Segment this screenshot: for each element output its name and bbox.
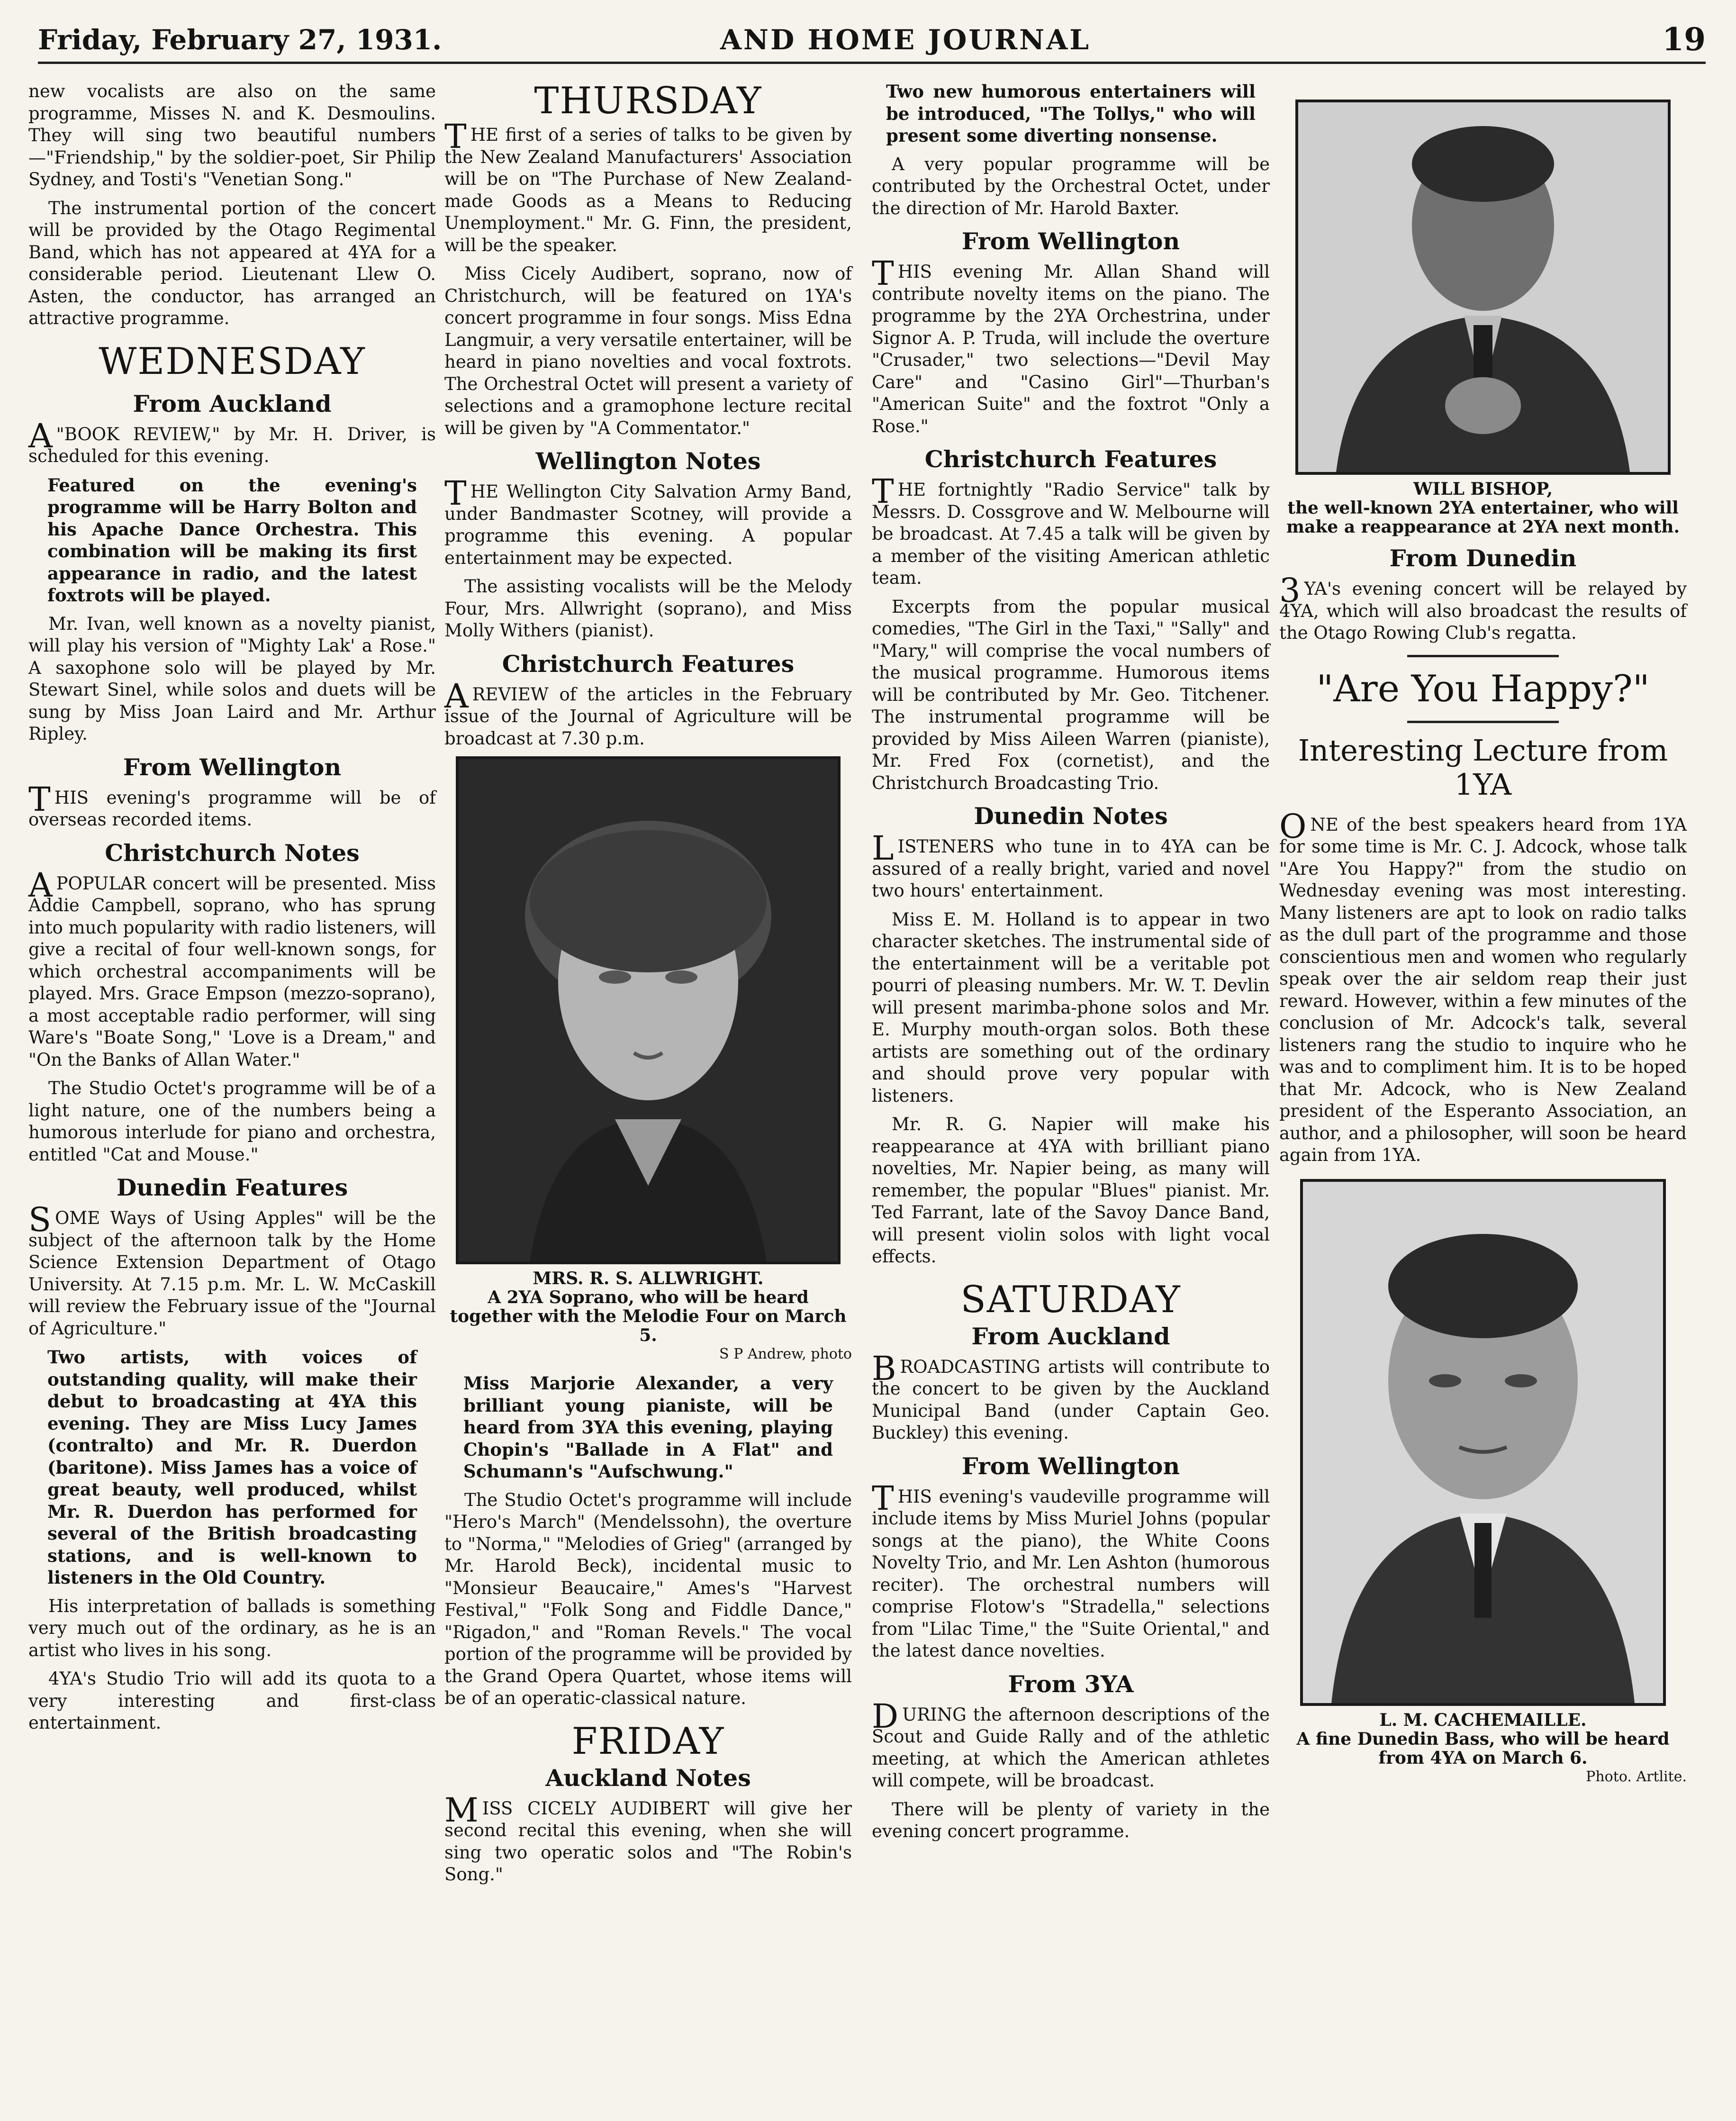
drop-cap: A xyxy=(28,865,53,905)
drop-cap: L xyxy=(872,829,894,868)
paragraph-text: HIS evening's programme will be of overseas recorded items. xyxy=(28,787,436,830)
drop-cap: O xyxy=(1279,807,1307,846)
day-heading-saturday: SATURDAY xyxy=(960,1278,1181,1321)
paragraph-text: ISS CICELY AUDIBERT will give her second recital this evening, when she will sing two operatic solos and "The Robin's Song." xyxy=(444,1798,852,1885)
subheading: From Auckland xyxy=(971,1322,1170,1350)
paragraph-text: URING the afternoon descriptions of the Scout and Guide Rally and of the athletic meeting, at which the American athletes will compete, will be broadcast. xyxy=(872,1704,1270,1791)
drop-cap: M xyxy=(444,1790,479,1830)
subheading: From Wellington xyxy=(961,227,1180,255)
man-portrait-icon xyxy=(1298,102,1668,472)
paragraph: Excerpts from the popular musical comedies, "The Girl in the Taxi," "Sally" and "Mary," will comprise the vocal numbers of the musical programme. Humorous items will be contributed by Mr. Geo. Titchener. The instrumental programme will be provided by Miss Aileen Warren (pianiste), Mr. Fred Fox (cornetist), and the Christchurch Broadcasting Trio. xyxy=(872,596,1270,793)
journal-title: AND HOME JOURNAL xyxy=(720,24,1091,56)
paragraph xyxy=(444,474,852,569)
paragraph xyxy=(872,1478,1270,1662)
portrait-photo xyxy=(1295,100,1671,475)
paragraph xyxy=(872,472,1270,589)
subheading: From Dunedin xyxy=(1389,544,1577,572)
drop-cap: T xyxy=(444,117,467,156)
paragraph xyxy=(872,829,1270,902)
column-2 xyxy=(444,81,852,1893)
paragraph: 4YA's Studio Trio will add its quota to a very interesting and first-class entertainment. xyxy=(28,1668,436,1733)
caption-name: WILL BISHOP, xyxy=(1413,479,1553,499)
bold-paragraph: Miss Marjorie Alexander, a very brilliant young pianiste, will be heard from 3YA this evening, playing Chopin's "Ballade in A Flat" and Schumann's "Aufschwung." xyxy=(463,1373,833,1482)
subheading: Wellington Notes xyxy=(535,447,761,475)
paragraph-text: HE fortnightly "Radio Service" talk by Messrs. D. Cossgrove and W. Melbourne will be broadcast. At 7.45 a talk will be given by a member of the visiting American athletic team. xyxy=(872,480,1270,588)
paragraph: There will be plenty of variety in the evening concert programme. xyxy=(872,1799,1270,1841)
drop-cap: T xyxy=(872,472,894,511)
photo-caption xyxy=(1279,1711,1687,1786)
subheading: Christchurch Features xyxy=(502,650,795,678)
day-heading-thursday: THURSDAY xyxy=(534,80,762,122)
drop-cap: D xyxy=(872,1696,899,1736)
paragraph: The Studio Octet's programme will be of a light nature, one of the numbers being a humorous interlude for piano and orchestra, entitled "Cat and Mouse." xyxy=(28,1078,436,1165)
column-4 xyxy=(1279,81,1687,1795)
paragraph-text: HIS evening's vaudeville programme will include items by Miss Muriel Johns (popular songs at the piano), the White Coons Novelty Trio, and Mr. Len Ashton (humorous reciter). The orchestral numbers will comprise Flotow's "Stradella," selections from "Lilac Time," the "Suite Oriental," and the latest dance novelties. xyxy=(872,1486,1270,1661)
divider-rule xyxy=(1407,721,1559,723)
drop-cap: A xyxy=(444,676,469,716)
paragraph: A very popular programme will be contributed by the Orchestral Octet, under the direction of Mr. Harold Baxter. xyxy=(872,154,1270,218)
paragraph xyxy=(872,1349,1270,1444)
bold-paragraph: Two artists, with voices of outstanding quality, will make their debut to broadcasting at 4YA this evening. They are Miss Lucy James (contralto) and Mr. R. Duerdon (baritone). Miss James has a voice of great beauty, well produced, whilst Mr. R. Duerdon has performed for several of the British broadcasting stations, and is well-known to listeners in the Old Country. xyxy=(47,1347,417,1588)
feature-subheading: Interesting Lecture from 1YA xyxy=(1298,733,1668,802)
column-1 xyxy=(28,81,436,1741)
masthead xyxy=(38,21,1706,64)
paragraph xyxy=(1279,807,1687,1167)
paragraph: The assisting vocalists will be the Melody Four, Mrs. Allwright (soprano), and Miss Molly Withers (pianist). xyxy=(444,576,852,641)
masthead-rule xyxy=(38,62,1706,64)
drop-cap: T xyxy=(28,780,51,819)
drop-cap: B xyxy=(872,1349,896,1388)
paragraph: Miss Cicely Audibert, soprano, now of Christchurch, will be featured on 1YA's concert programme in four songs. Miss Edna Langmuir, a very versatile entertainer, will be heard in piano novelties and vocal foxtrots. The Orchestral Octet will present a variety of selections and a gramophone lecture recital will be given by "A Commentator." xyxy=(444,263,852,438)
paragraph xyxy=(444,117,852,256)
paragraph xyxy=(28,1200,436,1340)
paragraph-text: ROADCASTING artists will contribute to the concert to be given by the Auckland Municipal Band (under Captain Geo. Buckley) this evening. xyxy=(872,1356,1270,1443)
feature-heading: "Are You Happy?" xyxy=(1316,667,1650,710)
drop-cap: S xyxy=(28,1200,51,1239)
paragraph: His interpretation of ballads is something very much out of the ordinary, as he is an artist who lives in his song. xyxy=(28,1595,436,1660)
divider-rule xyxy=(1407,655,1559,657)
drop-cap: 3 xyxy=(1279,571,1301,610)
paragraph xyxy=(28,416,436,468)
paragraph-text: ISTENERS who tune in to 4YA can be assured of a really bright, varied and novel two hours' entertainment. xyxy=(872,836,1270,901)
paragraph-text: HIS evening Mr. Allan Shand will contribute novelty items on the piano. The programme by the 2YA Orchestrina, under Signor A. P. Truda, will include the overture "Crusader," two selections—"Devil May Care" and "Casino Girl"—Thurban's "American Suite" and the foxtrot "Only a Rose." xyxy=(872,262,1270,436)
bold-paragraph: Featured on the evening's programme will be Harry Bolton and his Apache Dance Orchestra. This combination will be making its first appearance in radio, and the latest foxtrots will be played. xyxy=(47,474,417,606)
day-heading-friday: FRIDAY xyxy=(571,1720,725,1763)
paragraph: new vocalists are also on the same programme, Misses N. and K. Desmoulins. They will sing two beautiful numbers—"Friendship," by the soldier-poet, Sir Philip Sydney, and Tosti's "Venetian Song." xyxy=(28,81,436,190)
bold-paragraph: Two new humorous entertainers will be introduced, "The Tollys," who will present some diverting nonsense. xyxy=(886,81,1256,146)
photo-caption xyxy=(1279,480,1687,536)
subheading: From 3YA xyxy=(1008,1670,1134,1698)
column-3 xyxy=(872,81,1270,1849)
subheading: From Auckland xyxy=(133,390,332,417)
paragraph: Miss E. M. Holland is to appear in two character sketches. The instrumental side of the entertainment will be a veritable pot pourri of pleasing numbers. Mr. W. T. Devlin will present marimba-phone solos and Mr. E. Murphy mouth-organ solos. Both these artists are something out of the ordinary and should prove very popular with listeners. xyxy=(872,909,1270,1106)
paragraph-text: NE of the best speakers heard from 1YA for some time is Mr. C. J. Adcock, whose talk "Are You Happy?" from the studio on Wednesday evening was most interesting. Many listeners are apt to look on radio talks as the dull part of the programme and those conscientious men and women who regularly speak over the air seldom reap their just reward. However, within a few minutes of the conclusion of Mr. Adcock's talk, several listeners rang the studio to inquire who he was and to compliment him. It is to be hoped that Mr. Adcock, who is New Zealand president of the Esperanto Association, an author, and a philosopher, will soon be heard again from 1YA. xyxy=(1279,814,1687,1165)
caption-text: the well-known 2YA entertainer, who will make a reappearance at 2YA next month. xyxy=(1286,498,1680,537)
portrait-photo xyxy=(1300,1179,1666,1706)
subheading: Christchurch Notes xyxy=(105,839,360,867)
paragraph xyxy=(444,676,852,750)
subheading: Christchurch Features xyxy=(924,445,1217,473)
paragraph-text: "BOOK REVIEW," by Mr. H. Driver, is scheduled for this evening. xyxy=(28,424,436,466)
paragraph xyxy=(444,1790,852,1886)
paragraph: Mr. R. G. Napier will make his reappearance at 4YA with brilliant piano novelties, Mr. Napier being, as many will remember, the popular "Blues" pianist. Mr. Ted Farrant, late of the Savoy Dance Band, will present violin solos with light vocal effects. xyxy=(872,1114,1270,1267)
subheading: From Wellington xyxy=(961,1452,1180,1480)
paragraph xyxy=(872,1696,1270,1792)
portrait-photo xyxy=(456,756,841,1264)
issue-date: Friday, February 27, 1931. xyxy=(38,24,442,56)
photo-credit: S P Andrew, photo xyxy=(719,1346,852,1362)
drop-cap: T xyxy=(444,474,467,513)
paragraph xyxy=(28,780,436,831)
paragraph-text: HE first of a series of talks to be given by the New Zealand Manufacturers' Association will be on "The Purchase of New Zealand-made Goods as a Means to Reducing Unemployment." Mr. G. Finn, the president, will be the speaker. xyxy=(444,125,852,255)
subheading: Dunedin Features xyxy=(116,1174,348,1201)
caption-text: A fine Dunedin Bass, who will be heard from 4YA on March 6. xyxy=(1296,1729,1670,1768)
paragraph: The Studio Octet's programme will include "Hero's March" (Mendelssohn), the overture to "Norma," "Melodies of Grieg" (arranged by Mr. Harold Beck), incidental music to "Monsieur Beaucaire," Ames's "Harvest Festival," "Folk Song and Fiddle Dance," "Rigadon," and "Roman Revels." The vocal portion of the programme will be provided by the Grand Opera Quartet, whose items will be of an operatic-classical nature. xyxy=(444,1489,852,1708)
paragraph xyxy=(1279,571,1687,644)
page-number: 19 xyxy=(1662,21,1706,58)
caption-text: A 2YA Soprano, who will be heard together with the Melodie Four on March 5. xyxy=(450,1287,847,1345)
subheading: From Wellington xyxy=(123,753,342,781)
paragraph-text: REVIEW of the articles in the February issue of the Journal of Agriculture will be broadcast at 7.30 p.m. xyxy=(444,684,852,749)
day-heading-wednesday: WEDNESDAY xyxy=(99,340,366,383)
drop-cap: T xyxy=(872,1478,894,1518)
subheading: Auckland Notes xyxy=(545,1764,751,1792)
man-portrait-icon xyxy=(1303,1182,1663,1703)
drop-cap: A xyxy=(28,416,53,455)
photo-caption xyxy=(444,1269,852,1364)
drop-cap: T xyxy=(872,254,894,293)
paragraph xyxy=(872,254,1270,437)
paragraph: Mr. Ivan, well known as a novelty pianist, will play his version of "Mighty Lak' a Rose." A saxophone solo will be played by Mr. Stewart Sinel, while solos and duets will be sung by Miss Joan Laird and Mr. Arthur Ripley. xyxy=(28,613,436,744)
caption-name: MRS. R. S. ALLWRIGHT. xyxy=(533,1269,764,1288)
paragraph: The instrumental portion of the concert will be provided by the Otago Regimental Band, which has not appeared at 4YA for a considerable period. Lieutenant Llew O. Asten, the conductor, has arranged an attractive programme. xyxy=(28,198,436,328)
subheading: Dunedin Notes xyxy=(974,802,1168,830)
paragraph-text: YA's evening concert will be relayed by 4YA, which will also broadcast the results of the Otago Rowing Club's regatta. xyxy=(1279,579,1687,643)
caption-name: L. M. CACHEMAILLE. xyxy=(1379,1710,1587,1730)
paragraph xyxy=(28,865,436,1071)
photo-credit: Photo. Artlite. xyxy=(1586,1768,1687,1785)
woman-portrait-icon xyxy=(459,759,838,1261)
paragraph-text: POPULAR concert will be presented. Miss Addie Campbell, soprano, who has sprung into much popularity with radio listeners, will give a recital of four well-known songs, for which orchestral accompaniments will be played. Mrs. Grace Empson (mezzo-soprano), a most acceptable radio performer, will sing Ware's "Boate Song," 'Love is a Dream," and "On the Banks of Allan Water." xyxy=(28,873,436,1070)
paragraph-text: HE Wellington City Salvation Army Band, under Bandmaster Scotney, will provide a programme this evening. A popular entertainment may be expected. xyxy=(444,481,852,568)
paragraph-text: OME Ways of Using Apples" will be the subject of the afternoon talk by the Home Science Extension Department of Otago University. At 7.15 p.m. Mr. L. W. McCaskill will review the February issue of the "Journal of Agriculture." xyxy=(28,1208,436,1339)
